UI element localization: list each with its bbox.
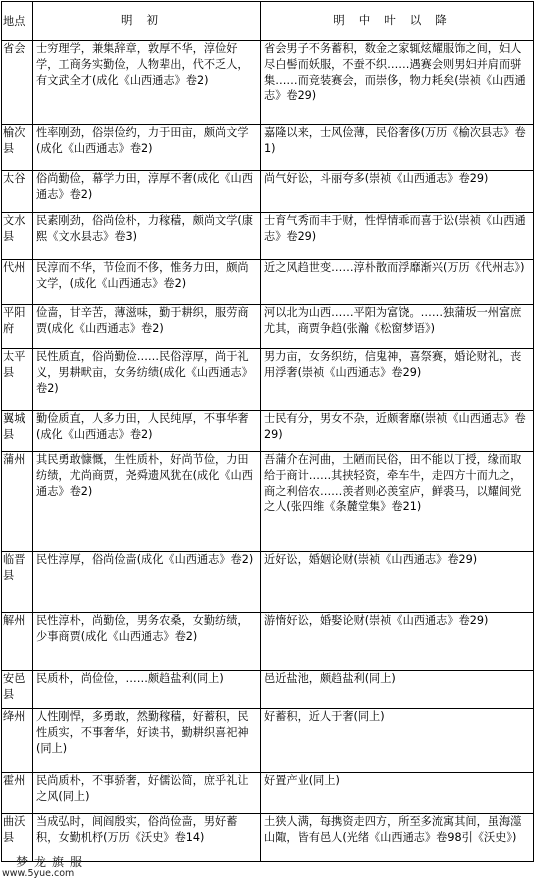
table-row: [2, 41, 534, 125]
place-cell: 安邑县: [2, 671, 33, 709]
place-cell: 解州: [2, 613, 33, 671]
header-place: 地点: [2, 2, 33, 41]
mid-cell: 游惰好讼，婚娶论财(崇祯《山西通志》卷29): [261, 613, 534, 671]
early-cell: 民淳而不华，节俭而不侈，惟务力田，颇尚文学，(成化《山西通志》卷2): [33, 260, 261, 305]
place-cell: 太谷: [2, 171, 33, 213]
table-row: [2, 452, 534, 552]
mid-cell: 好置产业(同上): [261, 773, 534, 814]
early-cell: 性率刚劲，俗崇俭约，力于田亩，颇尚文学(成化《山西通志》卷2): [33, 125, 261, 171]
table-row: [2, 171, 534, 213]
header-mid-ming-onward: 明中叶以降: [261, 2, 534, 41]
early-cell: 其民勇敢慷慨，生性质朴，好尚节俭，力田纺绩，尤尚商贾，尧舜遗风犹在(成化《山西通志》卷2): [33, 452, 261, 552]
table-row: [2, 773, 534, 814]
mid-cell: 河以北为山西……平阳为富饶。……独蒲坂一州富庶尤其，商贾争趋(张瀚《松窗梦语》): [261, 305, 534, 349]
place-cell: 翼城县: [2, 411, 33, 452]
early-cell: 民性淳厚，俗尚俭啬(成化《山西通志》卷2): [33, 552, 261, 613]
place-cell: 榆次县: [2, 125, 33, 171]
place-cell: 代州: [2, 260, 33, 305]
mid-cell: 尚气好讼，斗丽夸多(崇祯《山西通志》卷29): [261, 171, 534, 213]
mid-cell: 邑近盐池，颇趋盐利(同上): [261, 671, 534, 709]
early-cell: 俭啬，甘辛苦，薄滋味，勤于耕织，服劳商贾(成化《山西通志》卷2): [33, 305, 261, 349]
place-cell: 太平县: [2, 349, 33, 411]
place-cell: 霍州: [2, 773, 33, 814]
customs-comparison-table: [1, 1, 534, 862]
mid-cell: 近好讼，婚姻论财(崇祯《山西通志》卷29): [261, 552, 534, 613]
table-row: [2, 305, 534, 349]
place-cell: 文水县: [2, 213, 33, 260]
early-cell: 民性质直，俗尚勤俭……民俗淳厚，尚于礼义，男耕畎亩，女务纺绩(成化《山西通志》卷2): [33, 349, 261, 411]
early-cell: 民尚质朴，不事骄奢，好儒讼简，庶乎礼让之风(同上): [33, 773, 261, 814]
early-cell: 民质朴，尚俭俭，……颇趋盐利(同上): [33, 671, 261, 709]
table-row: [2, 671, 534, 709]
table-row: [2, 125, 534, 171]
early-cell: 当成弘时，闾阎殷实，俗尚俭啬，男好蓄积，女勤机杼(万历《沃史》卷14): [33, 814, 261, 862]
mid-cell: 省会男子不务蓄积，数金之家辄炫耀服饰之间，妇人尽白髻而妖服，不蚕不织……遇赛会则男妇并肩而骈集……而竞装赛会，而崇侈，物力耗矣(崇祯《山西通志》卷29): [261, 41, 534, 125]
mid-cell: 好蓄积，近人于奢(同上): [261, 709, 534, 773]
table-row: [2, 213, 534, 260]
watermark-url: www.5yue.com: [2, 868, 75, 879]
header-early-ming: 明初: [33, 2, 261, 41]
place-cell: 绛州: [2, 709, 33, 773]
table-row: [2, 411, 534, 452]
mid-cell: 士育气秀而丰于财，性悍情乖而喜于讼(崇祯《山西通志》卷29): [261, 213, 534, 260]
early-cell: 俗尚勤俭，幕学力田，淳厚不奢(成化《山西通志》卷2): [33, 171, 261, 213]
place-cell: 省会: [2, 41, 33, 125]
watermark-text: 梦龙旗服: [16, 855, 89, 869]
site-watermark: [2, 856, 88, 880]
mid-cell: 近之风趋世变……淳朴散而浮靡渐兴(万历《代州志》): [261, 260, 534, 305]
place-cell: 平阳府: [2, 305, 33, 349]
table-row: [2, 613, 534, 671]
early-cell: 人性刚悍，多勇敢，然勤稼穑，好蓄积，民性质实，不事奢华，好读书，勤耕织喜祀神(同上): [33, 709, 261, 773]
table-row: [2, 709, 534, 773]
place-cell: 曲沃县: [2, 814, 33, 862]
mid-cell: 男力亩，女务织纺，信鬼神，喜祭赛，婚论财礼，丧用浮奢(崇祯《山西通志》卷29): [261, 349, 534, 411]
early-cell: 民性淳朴，尚勤俭，男务农桑，女勤纺绩，少事商贾(成化《山西通志》卷2): [33, 613, 261, 671]
place-cell: 临晋县: [2, 552, 33, 613]
table-row: [2, 260, 534, 305]
mid-cell: 吾蒲介在河曲，土陋而民俗，田不能以丁授，缘而取给于商计……其挟轻资，牵车牛，走四方十而九之，商之利倍农……羡者则必羡室庐，鲜裘马，以耀闾党之人(张四维《条麓堂集》卷21): [261, 452, 534, 552]
early-cell: 民素刚劲，俗尚俭朴，力稼穑，颇尚文学(康熙《文水县志》卷3): [33, 213, 261, 260]
mid-cell: 土狭人满，每携资走四方，所至多流寓其间，虽海澨山陬，皆有邑人(光绪《山西通志》卷98引《沃史》): [261, 814, 534, 862]
early-cell: 士穷理学，兼集辞章，敦厚不华，淳俭好学，工商务实勤俭，人物辈出，代不乏人，有文武全才(成化《山西通志》卷2): [33, 41, 261, 125]
table-row: [2, 349, 534, 411]
mid-cell: 士民有分，男女不杂，近颇奢靡(崇祯《山西通志》卷29): [261, 411, 534, 452]
early-cell: 勤俭质直，人多力田，人民纯厚，不事华奢(成化《山西通志》卷2): [33, 411, 261, 452]
place-cell: 蒲州: [2, 452, 33, 552]
table-row: [2, 552, 534, 613]
mid-cell: 嘉隆以来，士风俭薄，民俗奢侈(万历《榆次县志》卷1): [261, 125, 534, 171]
table-header-row: [2, 2, 534, 41]
